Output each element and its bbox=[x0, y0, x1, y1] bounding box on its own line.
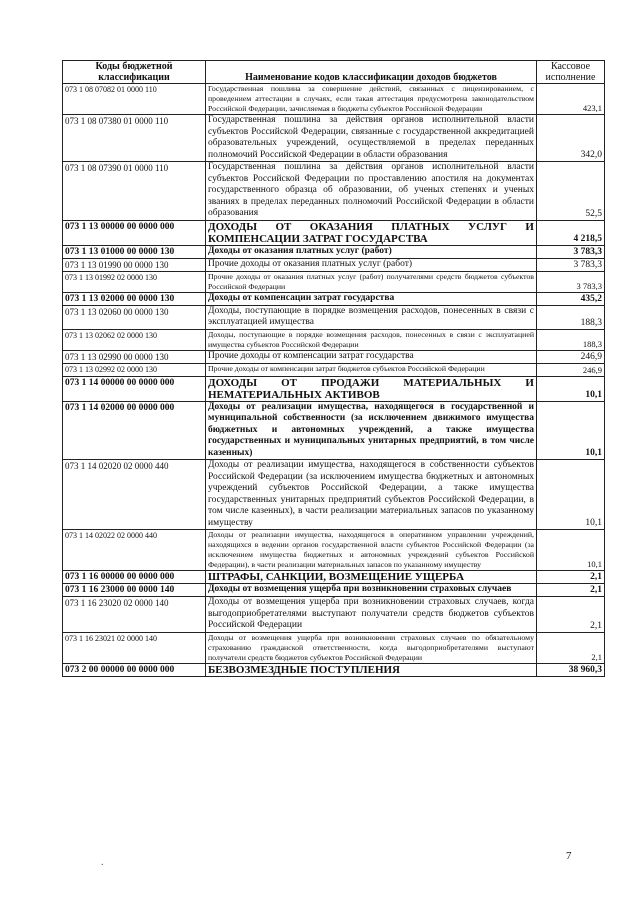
row-value: 10,1 bbox=[537, 401, 605, 460]
row-value: 246,9 bbox=[537, 363, 605, 376]
row-value: 10,1 bbox=[537, 376, 605, 401]
row-name: Прочие доходы от компенсации затрат бюджетов субъектов Российской Федерации bbox=[206, 363, 537, 376]
table-row bbox=[63, 571, 605, 584]
document-page bbox=[62, 60, 604, 677]
table-header-row bbox=[63, 61, 605, 84]
table-row bbox=[63, 329, 605, 350]
row-value: 435,2 bbox=[537, 292, 605, 305]
row-code: 073 1 13 00000 00 0000 000 bbox=[63, 220, 206, 245]
row-code: 073 1 13 02990 00 0000 130 bbox=[63, 350, 206, 363]
row-value: 3 783,3 bbox=[537, 245, 605, 258]
table-row bbox=[63, 84, 605, 115]
row-code: 073 1 14 02020 02 0000 440 bbox=[63, 460, 206, 530]
row-value: 342,0 bbox=[537, 115, 605, 162]
table-row bbox=[63, 584, 605, 597]
row-code: 073 1 16 23000 00 0000 140 bbox=[63, 584, 206, 597]
row-value: 188,3 bbox=[537, 329, 605, 350]
budget-table bbox=[62, 60, 605, 677]
row-code: 073 1 13 02062 02 0000 130 bbox=[63, 329, 206, 350]
table-row bbox=[63, 258, 605, 271]
row-value: 3 783,3 bbox=[537, 258, 605, 271]
row-code: 073 1 14 02022 02 0000 440 bbox=[63, 530, 206, 571]
row-value: 10,1 bbox=[537, 460, 605, 530]
row-name: Доходы от реализации имущества, находящегося в государственной и муниципальной собственности (за исключением движимого имущества бюджетных и автономных учреждений, а также имущества государственных и муниципальных унитарных предприятий, в том числе казенных) bbox=[206, 401, 537, 460]
table-row bbox=[63, 292, 605, 305]
table-row bbox=[63, 597, 605, 633]
table-row bbox=[63, 271, 605, 292]
row-value: 246,9 bbox=[537, 350, 605, 363]
row-name: Доходы от возмещения ущерба при возникновении страховых случаев, когда выгодоприобретателями выступают получатели средств бюджетов субъектов Российской Федерации bbox=[206, 597, 537, 633]
table-row bbox=[63, 401, 605, 460]
table-row bbox=[63, 115, 605, 162]
row-code: 073 1 13 01990 00 0000 130 bbox=[63, 258, 206, 271]
row-code: 073 1 08 07082 01 0000 110 bbox=[63, 84, 206, 115]
row-code: 073 2 00 00000 00 0000 000 bbox=[63, 663, 206, 676]
row-name: Доходы от реализации имущества, находящегося в собственности субъектов Российской Федерации (за исключением имущества бюджетных и автономных учреждений субъектов Российской Федерации, а также имущества государственных унитарных предприятий субъектов Российской Федерации, в том числе казенных), в части реализации материальных запасов по указанному имуществу bbox=[206, 460, 537, 530]
row-name: Доходы от компенсации затрат государства bbox=[206, 292, 537, 305]
row-name: ДОХОДЫ ОТ ОКАЗАНИЯ ПЛАТНЫХ УСЛУГ И КОМПЕНСАЦИИ ЗАТРАТ ГОСУДАРСТВА bbox=[206, 220, 537, 245]
row-name: Государственная пошлина за действия органов исполнительной власти субъектов Российской Федерации по проставлению апостиля на документах государственного образца об образовании, об ученых степенях и ученых званиях в пределах переданных полномочий Российской Федерации в области образования bbox=[206, 162, 537, 221]
row-name: ДОХОДЫ ОТ ПРОДАЖИ МАТЕРИАЛЬНЫХ И НЕМАТЕРИАЛЬНЫХ АКТИВОВ bbox=[206, 376, 537, 401]
table-row bbox=[63, 632, 605, 663]
row-name: Прочие доходы от оказания платных услуг (работ) получателями средств бюджетов субъектов Российской Федерации bbox=[206, 271, 537, 292]
row-value: 38 960,3 bbox=[537, 663, 605, 676]
row-value: 2,1 bbox=[537, 571, 605, 584]
table-row bbox=[63, 460, 605, 530]
row-value: 2,1 bbox=[537, 584, 605, 597]
table-row bbox=[63, 305, 605, 329]
header-value: Кассовое исполнение bbox=[537, 61, 605, 84]
table-row bbox=[63, 350, 605, 363]
table-row bbox=[63, 376, 605, 401]
row-value: 188,3 bbox=[537, 305, 605, 329]
table-row bbox=[63, 245, 605, 258]
header-code: Коды бюджетной классификации bbox=[63, 61, 206, 84]
row-name: Доходы от оказания платных услуг (работ) bbox=[206, 245, 537, 258]
row-name: Доходы от возмещения ущерба при возникновении страховых случаев по обязательному страхованию гражданской ответственности, когда выгодоприобретателями выступают получатели средств бюджетов субъектов Российской Федерации bbox=[206, 632, 537, 663]
row-value: 3 783,3 bbox=[537, 271, 605, 292]
row-code: 073 1 13 01000 00 0000 130 bbox=[63, 245, 206, 258]
table-row bbox=[63, 363, 605, 376]
page-number: 7 bbox=[566, 850, 572, 862]
row-value: 2,1 bbox=[537, 632, 605, 663]
row-code: 073 1 13 02992 02 0000 130 bbox=[63, 363, 206, 376]
table-body bbox=[63, 84, 605, 677]
row-code: 073 1 14 00000 00 0000 000 bbox=[63, 376, 206, 401]
row-code: 073 1 08 07380 01 0000 110 bbox=[63, 115, 206, 162]
row-code: 073 1 14 02000 00 0000 000 bbox=[63, 401, 206, 460]
row-code: 073 1 16 23020 02 0000 140 bbox=[63, 597, 206, 633]
row-code: 073 1 13 02060 00 0000 130 bbox=[63, 305, 206, 329]
row-name: Доходы, поступающие в порядке возмещения расходов, понесенных в связи с эксплуатацией имущества bbox=[206, 305, 537, 329]
row-name: БЕЗВОЗМЕЗДНЫЕ ПОСТУПЛЕНИЯ bbox=[206, 663, 537, 676]
row-name: Прочие доходы от компенсации затрат государства bbox=[206, 350, 537, 363]
row-name: Доходы, поступающие в порядке возмещения расходов, понесенных в связи с эксплуатацией имущества субъектов Российской Федерации bbox=[206, 329, 537, 350]
row-value: 52,5 bbox=[537, 162, 605, 221]
row-code: 073 1 13 01992 02 0000 130 bbox=[63, 271, 206, 292]
row-value: 4 218,5 bbox=[537, 220, 605, 245]
row-name: Доходы от реализации имущества, находящегося в оперативном управлении учреждений, находящихся в ведении органов государственной власти субъектов Российской Федерации (за исключением имущества бюджетных и автономных учреждений субъектов Российской Федерации), в части реализации материальных запасов по указанному имуществу bbox=[206, 530, 537, 571]
row-code: 073 1 13 02000 00 0000 130 bbox=[63, 292, 206, 305]
row-value: 2,1 bbox=[537, 597, 605, 633]
row-value: 10,1 bbox=[537, 530, 605, 571]
row-name: Государственная пошлина за действия органов исполнительной власти субъектов Российской Федерации, связанные с государственной аккредитацией образовательных учреждений, осуществляемой в пределах переданных полномочий Российской Федерации в области образования bbox=[206, 115, 537, 162]
row-name: Доходы от возмещения ущерба при возникновении страховых случаев bbox=[206, 584, 537, 597]
table-row bbox=[63, 663, 605, 676]
table-row bbox=[63, 220, 605, 245]
row-code: 073 1 16 00000 00 0000 000 bbox=[63, 571, 206, 584]
row-name: Государственная пошлина за совершение действий, связанных с лицензированием, с проведением аттестации в случаях, если такая аттестация предусмотрена законодательством Российской Федерации, зачисляемая в бюджеты субъектов Российской Федерации bbox=[206, 84, 537, 115]
row-name: ШТРАФЫ, САНКЦИИ, ВОЗМЕЩЕНИЕ УЩЕРБА bbox=[206, 571, 537, 584]
row-code: 073 1 08 07390 01 0000 110 bbox=[63, 162, 206, 221]
table-row bbox=[63, 530, 605, 571]
table-row bbox=[63, 162, 605, 221]
footer-mark: . bbox=[101, 857, 104, 868]
row-value: 423,1 bbox=[537, 84, 605, 115]
row-name: Прочие доходы от оказания платных услуг (работ) bbox=[206, 258, 537, 271]
header-name: Наименование кодов классификации доходов бюджетов bbox=[206, 61, 537, 84]
row-code: 073 1 16 23021 02 0000 140 bbox=[63, 632, 206, 663]
